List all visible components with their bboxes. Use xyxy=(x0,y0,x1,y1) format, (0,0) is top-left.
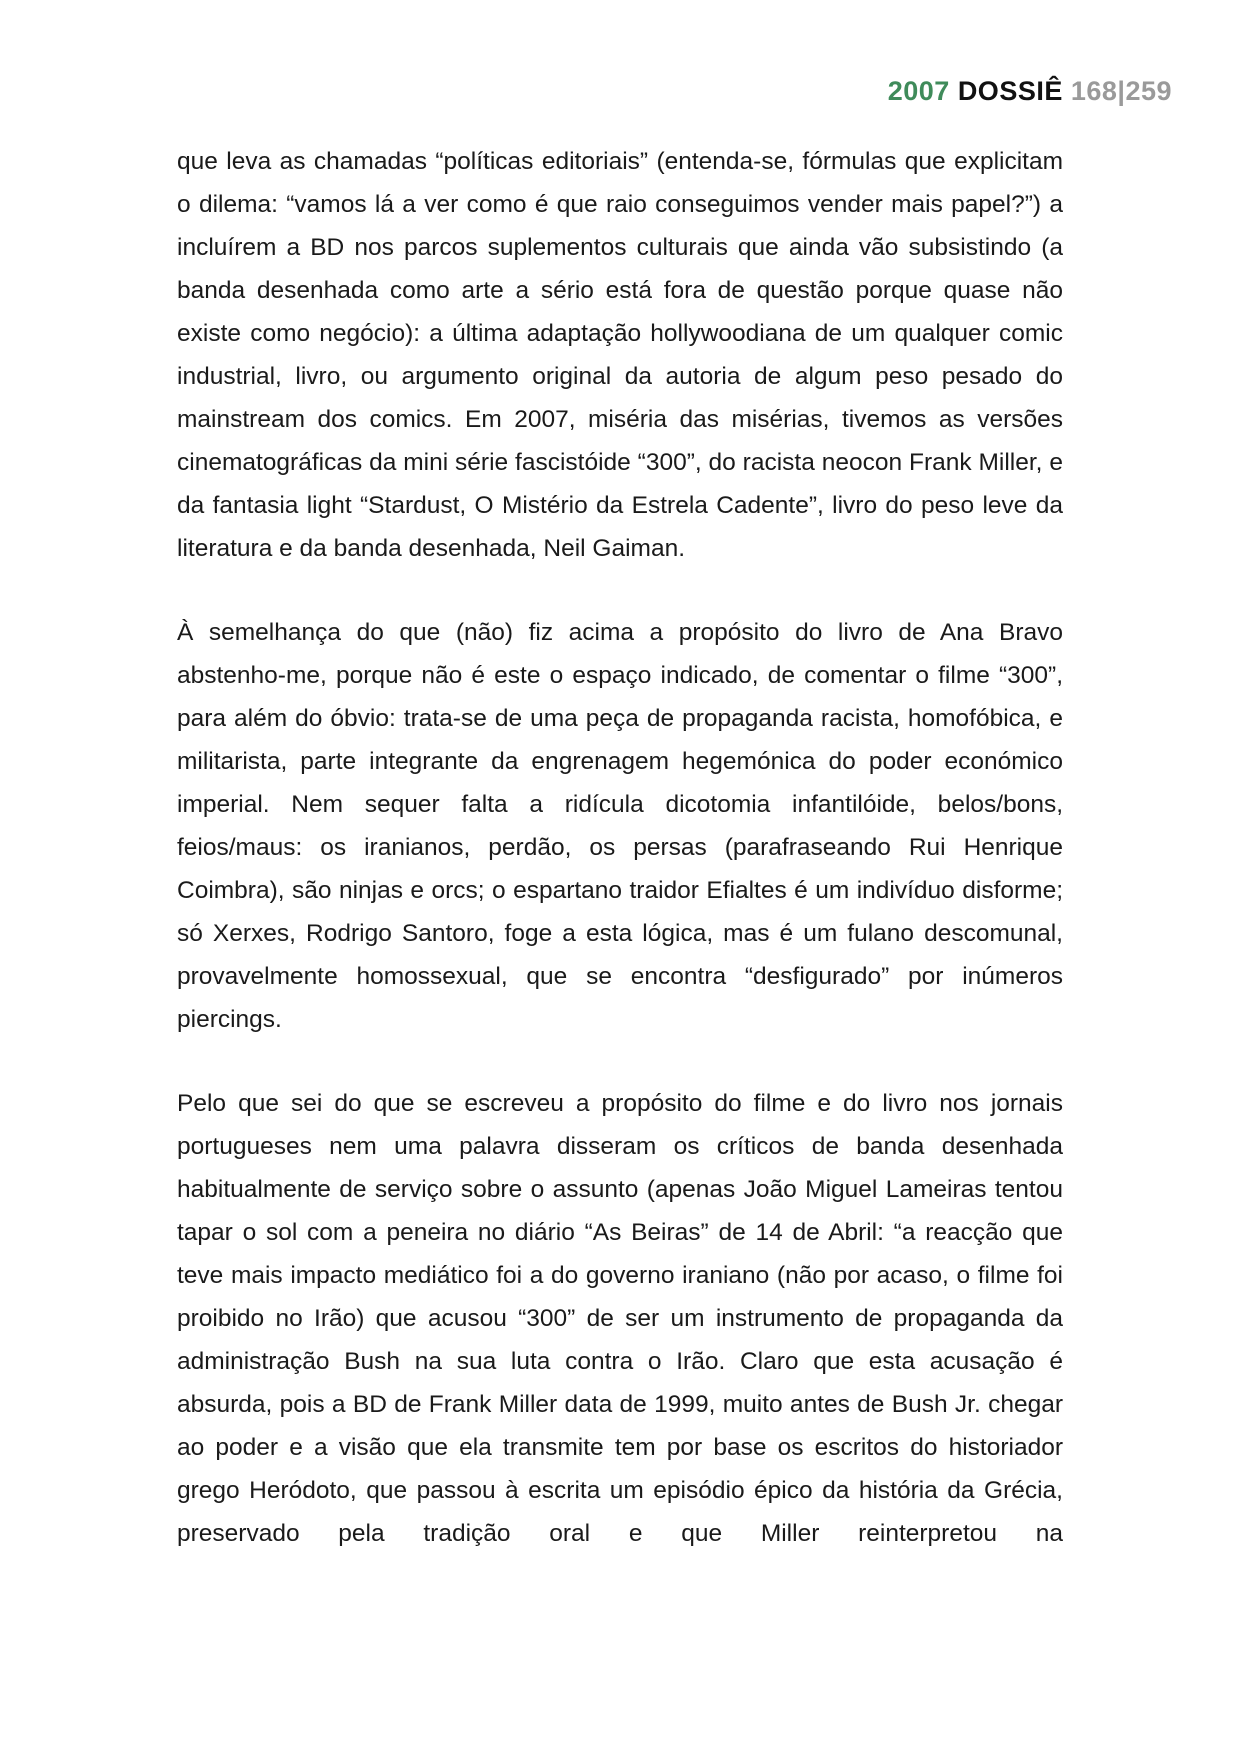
header-year: 2007 xyxy=(887,76,950,106)
paragraph-2: À semelhança do que (não) fiz acima a propósito do livro de Ana Bravo abstenho-me, porque não é este o espaço indicado, de comentar o filme “300”, para além do óbvio: trata-se de uma peça de propaganda racista, homofóbica, e militarista, parte integrante da engrenagem hegemónica do poder económico imperial. Nem sequer falta a ridícula dicotomia infantilóide, belos/bons, feios/maus: os iranianos, perdão, os persas (parafraseando Rui Henrique Coimbra), são ninjas e orcs; o espartano traidor Efialtes é um indivíduo disforme; só Xerxes, Rodrigo Santoro, foge a esta lógica, mas é um fulano descomunal, provavelmente homossexual, que se encontra “desfigurado” por inúmeros piercings. xyxy=(177,619,1063,1033)
page-header xyxy=(888,76,1172,107)
paragraph-3: Pelo que sei do que se escreveu a propósito do filme e do livro nos jornais portugueses nem uma palavra disseram os críticos de banda desenhada habitualmente de serviço sobre o assunto (apenas João Miguel Lameiras tentou tapar o sol com a peneira no diário “As Beiras” de 14 de Abril: “a reacção que teve mais impacto mediático foi a do governo iraniano (não por acaso, o filme foi proibido no Irão) que acusou “300” de ser um instrumento de propaganda da administração Bush na sua luta contra o Irão. Claro que esta acusação é absurda, pois a BD de Frank Miller data de 1999, muito antes de Bush Jr. chegar ao poder e a visão que ela transmite tem por base os escritos do historiador grego Heródoto, que passou à escrita um episódio épico da história da Grécia, preservado pela tradição oral e que Miller reinterpretou na xyxy=(177,1090,1063,1547)
header-title: DOSSIÊ xyxy=(957,76,1063,106)
paragraph-1: que leva as chamadas “políticas editoriais” (entenda-se, fórmulas que explicitam o dilema: “vamos lá a ver como é que raio conseguimos vender mais papel?”) a incluírem a BD nos parcos suplementos culturais que ainda vão subsistindo (a banda desenhada como arte a sério está fora de questão porque quase não existe como negócio): a última adaptação hollywoodiana de um qualquer comic industrial, livro, ou argumento original da autoria de algum peso pesado do mainstream dos comics. Em 2007, miséria das misérias, tivemos as versões cinematográficas da mini série fascistóide “300”, do racista neocon Frank Miller, e da fantasia light “Stardust, O Mistério da Estrela Cadente”, livro do peso leve da literatura e da banda desenhada, Neil Gaiman. xyxy=(177,148,1063,562)
header-page-numbers: 168|259 xyxy=(1070,76,1172,106)
article-body xyxy=(177,140,1063,1555)
